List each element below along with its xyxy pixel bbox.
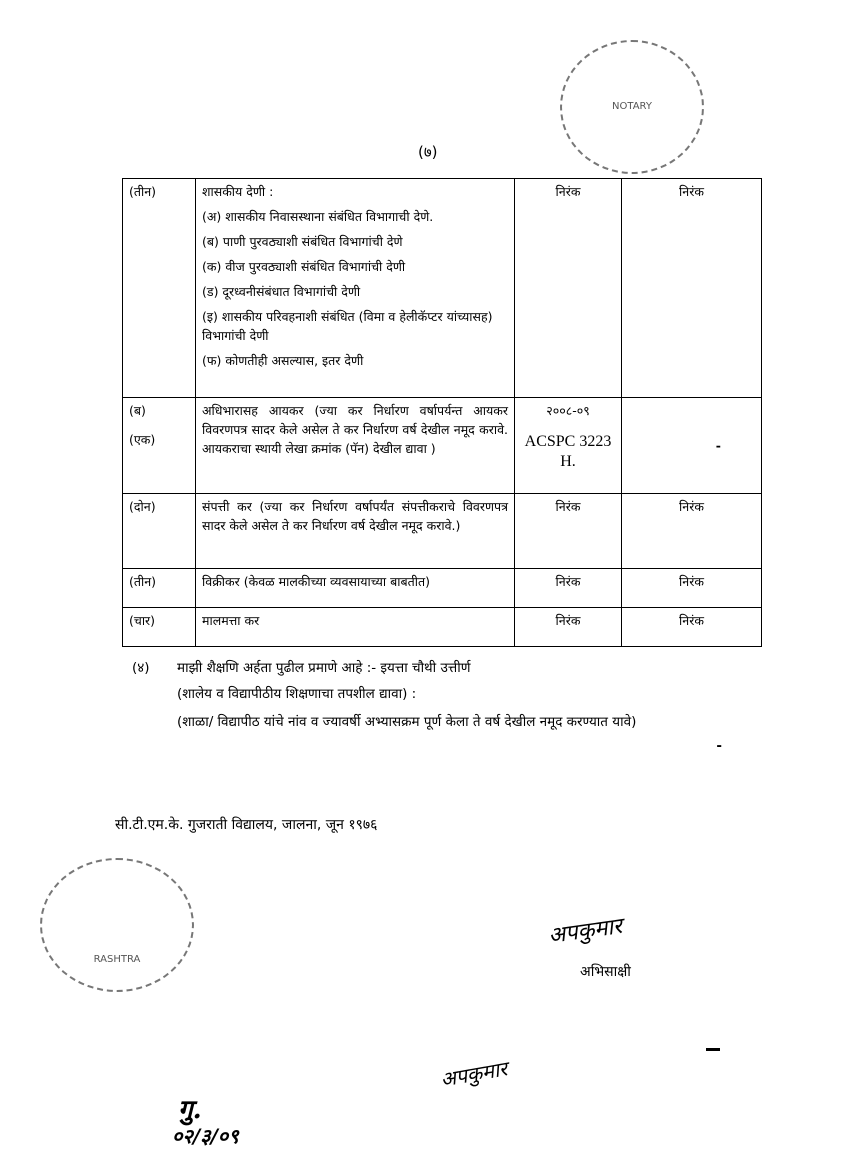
section-number: (४) (132, 660, 150, 676)
row-description: अधिभारासह आयकर (ज्या कर निर्धारण वर्षापर्यन्त आयकर विवरणपत्र सादर केले असेल ते कर निर्धारण वर्ष देखील नमूद करावे. आयकराचा स्थायी लेखा क्रमांक (पॅन) देखील द्यावा ) (196, 398, 515, 494)
sub-item: (फ) कोणतीही असल्यास, इतर देणी (202, 353, 364, 368)
sub-item: (ब) पाणी पुरवठ्याशी संबंधित विभागांची देणे (202, 234, 403, 249)
notary-stamp-bottom: RASHTRA (40, 858, 194, 992)
assessment-year: २००८-०९ (546, 403, 590, 418)
initials: गु. (178, 1095, 202, 1125)
deponent-signature: अपकुमार (438, 1056, 509, 1092)
liabilities-table (122, 178, 762, 647)
table-row (123, 398, 762, 494)
table-row (123, 179, 762, 398)
row-description: विक्रीकर (केवळ मालकीच्या व्यवसायाच्या बाबतीत) (196, 569, 515, 608)
education-line: (शालेय व विद्यापीठीय शिक्षणाचा तपशील द्यावा) : (177, 686, 417, 702)
cell-value (515, 398, 622, 494)
sub-item: (ड) दूरध्वनीसंबंधात विभागांची देणी (202, 284, 361, 299)
education-line: (शाळा/ विद्यापीठ यांचे नांव व ज्यावर्षी अभ्यासक्रम पूर्ण केला ते वर्ष देखील नमूद करण्यात यावे) (177, 714, 637, 730)
cell-value: निरंक (515, 569, 622, 608)
education-section (132, 655, 732, 759)
cell-value: निरंक (622, 608, 762, 647)
row-number: (चार) (123, 608, 196, 647)
cell-value: निरंक (622, 179, 762, 398)
row-number (123, 398, 196, 494)
page-number: (७) (418, 143, 438, 161)
sub-item: (इ) शासकीय परिवहनाशी संबंधित (विमा व हेलीकॅप्टर यांच्यासह) विभागांची देणी (202, 309, 493, 343)
row-number-sub: (एक) (129, 432, 156, 447)
row-description: मालमत्ता कर (196, 608, 515, 647)
pan-number: ACSPC 3223 H. (524, 433, 612, 470)
education-line: माझी शैक्षणि अर्हता पुढील प्रमाणे आहे :- इयत्ता चौथी उत्तीर्ण (177, 660, 471, 676)
witness-signature: अपकुमार (546, 913, 624, 950)
cell-value: निरंक (622, 494, 762, 569)
sub-item: (क) वीज पुरवठ्याशी संबंधित विभागांची देणी (202, 259, 406, 274)
cell-value: निरंक (622, 569, 762, 608)
row-description: संपत्ती कर (ज्या कर निर्धारण वर्षापर्यंत संपत्तीकराचे विवरणपत्र सादर केले असेल ते कर निर्धारण वर्ष देखील नमूद करावे.) (196, 494, 515, 569)
row-number: (तीन) (123, 569, 196, 608)
row-heading: शासकीय देणी : (202, 184, 274, 199)
table-row (123, 494, 762, 569)
date-signature: ०२/३/०९ (172, 1124, 239, 1148)
cell-value: - (622, 398, 762, 494)
row-number: (तीन) (123, 179, 196, 398)
table-row (123, 569, 762, 608)
school-detail: सी.टी.एम.के. गुजराती विद्यालय, जालना, जून १९७६ (115, 817, 378, 833)
row-number: (दोन) (123, 494, 196, 569)
cell-value: निरंक (515, 494, 622, 569)
dash: - (716, 738, 722, 754)
row-description (196, 179, 515, 398)
sub-item: (अ) शासकीय निवासस्थाना संबंधित विभागाची देणे. (202, 209, 434, 224)
table-row (123, 608, 762, 647)
mark (706, 1048, 720, 1051)
row-number-main: (ब) (129, 403, 146, 418)
cell-value: निरंक (515, 608, 622, 647)
notary-stamp-top: NOTARY (560, 40, 704, 174)
cell-value: निरंक (515, 179, 622, 398)
witness-label: अभिसाक्षी (580, 964, 631, 980)
